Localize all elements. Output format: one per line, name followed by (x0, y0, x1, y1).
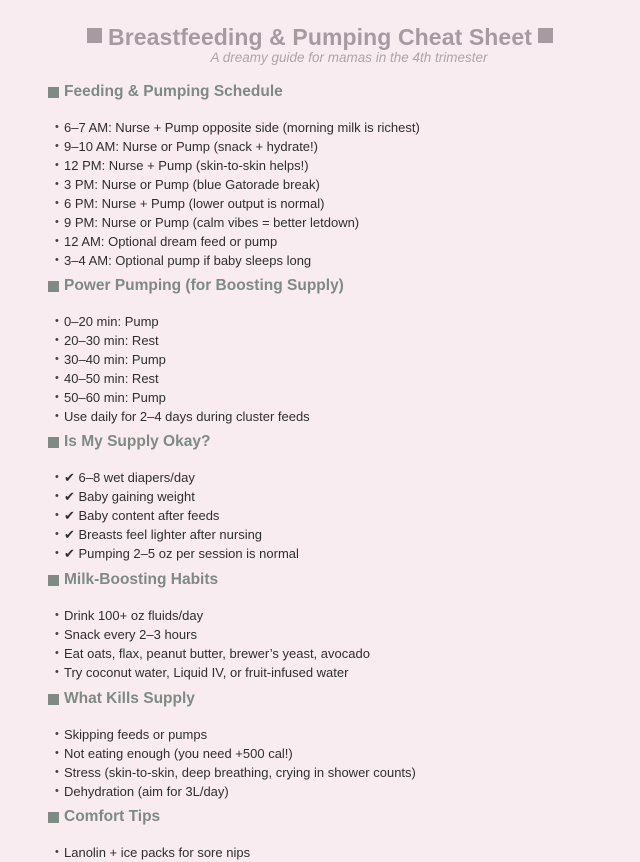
title-square-icon (538, 28, 553, 43)
list-item (48, 232, 628, 251)
bullet-icon: • (55, 197, 59, 209)
bullet-icon: • (55, 353, 59, 365)
bullet-icon: • (55, 372, 59, 384)
section-power-pumping (48, 276, 628, 426)
list-item-text: 9–10 AM: Nurse or Pump (snack + hydrate!) (64, 139, 318, 154)
bullet-icon: • (55, 666, 59, 678)
list-item-text: Try coconut water, Liquid IV, or fruit-infused water (64, 665, 349, 680)
bullet-icon: • (55, 159, 59, 171)
bullet-icon: • (55, 785, 59, 797)
bullet-icon: • (55, 628, 59, 640)
section-heading-text: Power Pumping (for Boosting Supply) (64, 277, 344, 294)
section-heading-text: Feeding & Pumping Schedule (64, 83, 283, 100)
list-item-text: 3–4 AM: Optional pump if baby sleeps long (64, 253, 312, 268)
list-item (48, 156, 628, 175)
section-heading (48, 82, 628, 102)
list-item-text: Skipping feeds or pumps (64, 727, 208, 742)
section-square-icon (48, 694, 59, 705)
bullet-icon: • (55, 235, 59, 247)
bullet-icon: • (55, 391, 59, 403)
title-square-icon (87, 28, 102, 43)
list-item-text: 20–30 min: Rest (64, 333, 159, 348)
list-item-text: Lanolin + ice packs for sore nips (64, 845, 251, 860)
section-comfort-tips (48, 807, 628, 862)
bullet-icon: • (55, 334, 59, 346)
list-item (48, 744, 628, 763)
list-item-text: ✔ 6–8 wet diapers/day (64, 470, 195, 485)
list-item-text: ✔ Breasts feel lighter after nursing (64, 527, 263, 542)
list-item (48, 213, 628, 232)
list-item (48, 644, 628, 663)
bullet-icon: • (55, 490, 59, 502)
list-item-text: 12 AM: Optional dream feed or pump (64, 234, 278, 249)
bullet-icon: • (55, 315, 59, 327)
section-square-icon (48, 575, 59, 586)
list-item-text: 0–20 min: Pump (64, 314, 159, 329)
list-item (48, 312, 628, 331)
page-header (0, 22, 640, 66)
list-item (48, 194, 628, 213)
list-item (48, 544, 628, 563)
page-title (0, 22, 640, 52)
list-item-text: 40–50 min: Rest (64, 371, 159, 386)
bullet-list (48, 468, 628, 563)
section-square-icon (48, 281, 59, 292)
list-item-text: 9 PM: Nurse or Pump (calm vibes = better letdown) (64, 215, 360, 230)
list-item-text: Eat oats, flax, peanut butter, brewer’s yeast, avocado (64, 646, 370, 661)
list-item-text: 50–60 min: Pump (64, 390, 166, 405)
list-item-text: ✔ Baby gaining weight (64, 489, 195, 504)
section-square-icon (48, 437, 59, 448)
bullet-list (48, 118, 628, 270)
list-item (48, 763, 628, 782)
bullet-icon: • (55, 528, 59, 540)
list-item (48, 506, 628, 525)
list-item (48, 350, 628, 369)
list-item (48, 725, 628, 744)
list-item (48, 369, 628, 388)
list-item-text: Drink 100+ oz fluids/day (64, 608, 204, 623)
bullet-icon: • (55, 609, 59, 621)
page-title-text: Breastfeeding & Pumping Cheat Sheet (108, 24, 532, 50)
list-item (48, 525, 628, 544)
section-heading-text: Milk-Boosting Habits (64, 571, 219, 588)
list-item (48, 468, 628, 487)
bullet-icon: • (55, 747, 59, 759)
section-square-icon (48, 812, 59, 823)
bullet-icon: • (55, 121, 59, 133)
list-item-text: Stress (skin-to-skin, deep breathing, crying in shower counts) (64, 765, 416, 780)
list-item-text: 30–40 min: Pump (64, 352, 166, 367)
list-item-text: Not eating enough (you need +500 cal!) (64, 746, 293, 761)
bullet-icon: • (55, 547, 59, 559)
list-item-text: ✔ Pumping 2–5 oz per session is normal (64, 546, 299, 561)
bullet-icon: • (55, 140, 59, 152)
list-item-text: Use daily for 2–4 days during cluster feeds (64, 409, 310, 424)
list-item (48, 487, 628, 506)
section-heading-text: What Kills Supply (64, 690, 195, 707)
section-heading (48, 807, 628, 827)
section-feeding-schedule (48, 82, 628, 270)
section-heading (48, 570, 628, 590)
bullet-icon: • (55, 254, 59, 266)
section-heading-text: Comfort Tips (64, 808, 161, 825)
list-item-text: 12 PM: Nurse + Pump (skin-to-skin helps!) (64, 158, 309, 173)
list-item (48, 251, 628, 270)
list-item (48, 407, 628, 426)
section-heading (48, 432, 628, 452)
bullet-icon: • (55, 410, 59, 422)
section-square-icon (48, 87, 59, 98)
section-heading-text: Is My Supply Okay? (64, 433, 211, 450)
bullet-icon: • (55, 216, 59, 228)
list-item-text: 3 PM: Nurse or Pump (blue Gatorade break) (64, 177, 320, 192)
list-item (48, 118, 628, 137)
list-item-text: 6 PM: Nurse + Pump (lower output is normal) (64, 196, 325, 211)
list-item-text: Dehydration (aim for 3L/day) (64, 784, 229, 799)
list-item (48, 137, 628, 156)
bullet-icon: • (55, 766, 59, 778)
section-milk-boosting (48, 570, 628, 682)
bullet-list (48, 606, 628, 682)
list-item (48, 388, 628, 407)
list-item (48, 625, 628, 644)
list-item (48, 331, 628, 350)
list-item-text: 6–7 AM: Nurse + Pump opposite side (morning milk is richest) (64, 120, 420, 135)
list-item-text: ✔ Baby content after feeds (64, 508, 220, 523)
section-supply-check (48, 432, 628, 563)
bullet-icon: • (55, 509, 59, 521)
list-item (48, 175, 628, 194)
list-item (48, 782, 628, 801)
section-heading (48, 689, 628, 709)
bullet-list (48, 312, 628, 426)
bullet-icon: • (55, 846, 59, 858)
bullet-icon: • (55, 471, 59, 483)
section-heading (48, 276, 628, 296)
bullet-icon: • (55, 178, 59, 190)
bullet-icon: • (55, 647, 59, 659)
list-item (48, 663, 628, 682)
list-item-text: Snack every 2–3 hours (64, 627, 197, 642)
page-subtitle: A dreamy guide for mamas in the 4th trimester (210, 50, 488, 65)
section-what-kills-supply (48, 689, 628, 801)
bullet-list (48, 725, 628, 801)
bullet-icon: • (55, 728, 59, 740)
list-item (48, 606, 628, 625)
